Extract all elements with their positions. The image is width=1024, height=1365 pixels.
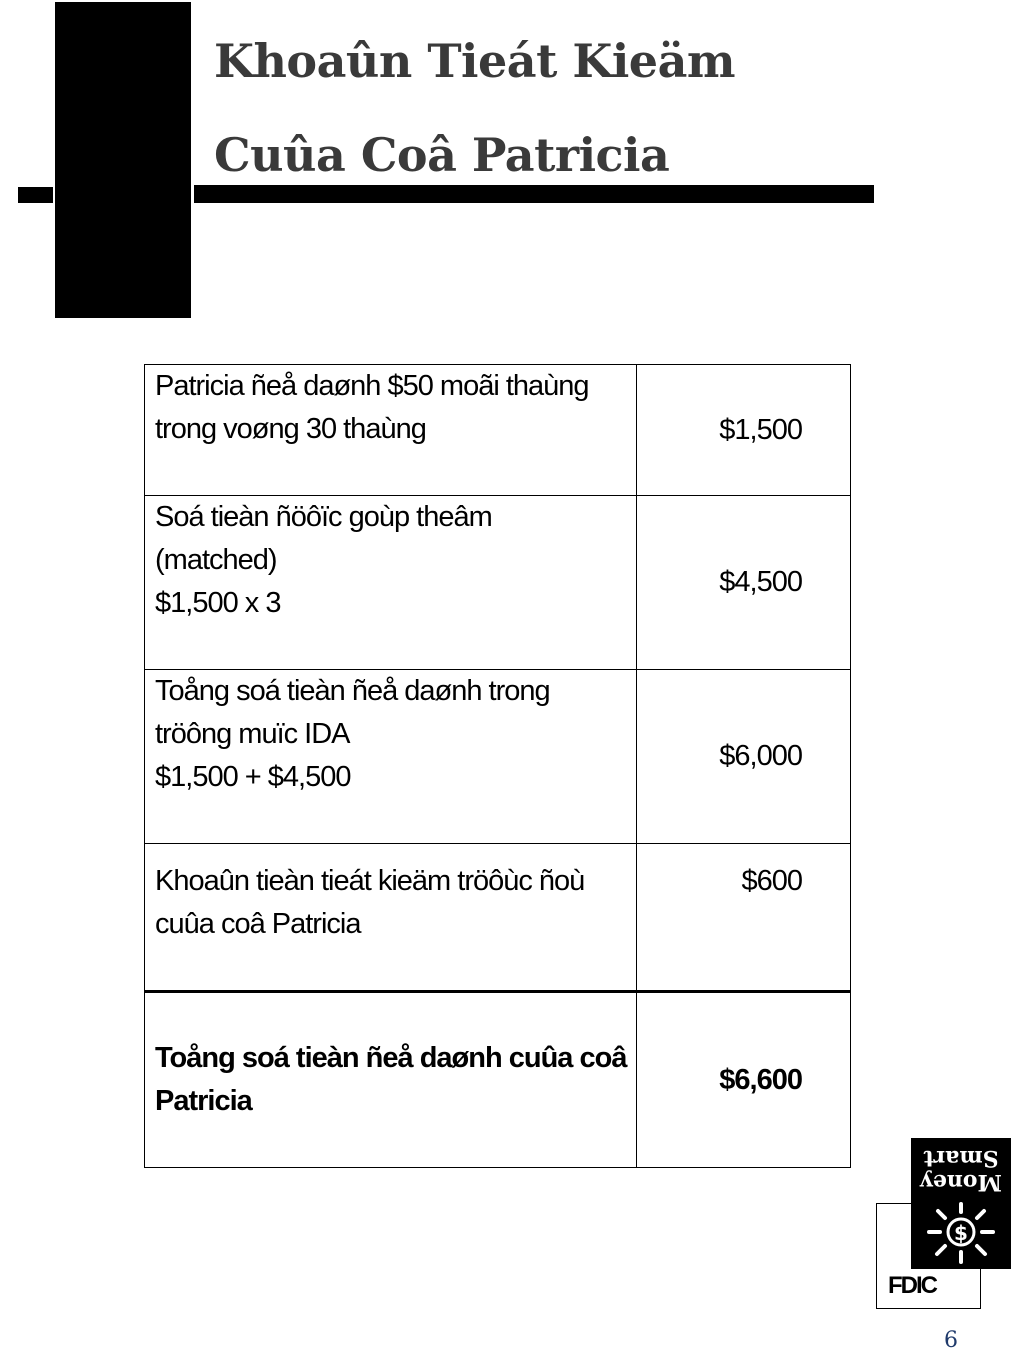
decorative-black-block bbox=[55, 2, 191, 318]
row-amount: $4,500 bbox=[637, 496, 851, 670]
table-row bbox=[145, 365, 851, 496]
table-total-row bbox=[145, 992, 851, 1168]
decorative-bar-left bbox=[18, 187, 53, 203]
svg-text:$: $ bbox=[954, 1221, 968, 1245]
row-description: Soá tieàn ñöôïc goùp theâm (matched) $1,500 x 3 bbox=[145, 496, 637, 670]
dollar-sun-icon bbox=[923, 1202, 999, 1266]
row-amount: $1,500 bbox=[637, 365, 851, 496]
page-title bbox=[214, 14, 735, 202]
row-description: Patricia ñeå daønh $50 moãi thaùng trong voøng 30 thaùng bbox=[145, 365, 637, 496]
money-smart-logo bbox=[911, 1138, 1011, 1269]
savings-table bbox=[144, 364, 851, 1168]
page-title-line-1: Khoaûn Tieát Kieäm bbox=[214, 34, 736, 88]
row-description: Toång soá tieàn ñeå daønh trong tröông muïc IDA $1,500 + $4,500 bbox=[145, 670, 637, 844]
total-amount: $6,600 bbox=[637, 992, 851, 1168]
row-description: Khoaûn tieàn tieát kieäm tröôùc ñoù cuûa coâ Patricia bbox=[145, 844, 637, 992]
fdic-wordmark: FDIC bbox=[888, 1272, 936, 1299]
page-number: 6 bbox=[944, 1328, 958, 1353]
page-title-line-2: Cuûa Coâ Patricia bbox=[214, 128, 670, 182]
table-row bbox=[145, 844, 851, 992]
table-row bbox=[145, 496, 851, 670]
money-smart-text: Money Smart bbox=[920, 1145, 1002, 1195]
row-amount: $600 bbox=[637, 844, 851, 992]
table-row bbox=[145, 670, 851, 844]
row-amount: $6,000 bbox=[637, 670, 851, 844]
total-description: Toång soá tieàn ñeå daønh cuûa coâ Patricia bbox=[145, 992, 637, 1168]
